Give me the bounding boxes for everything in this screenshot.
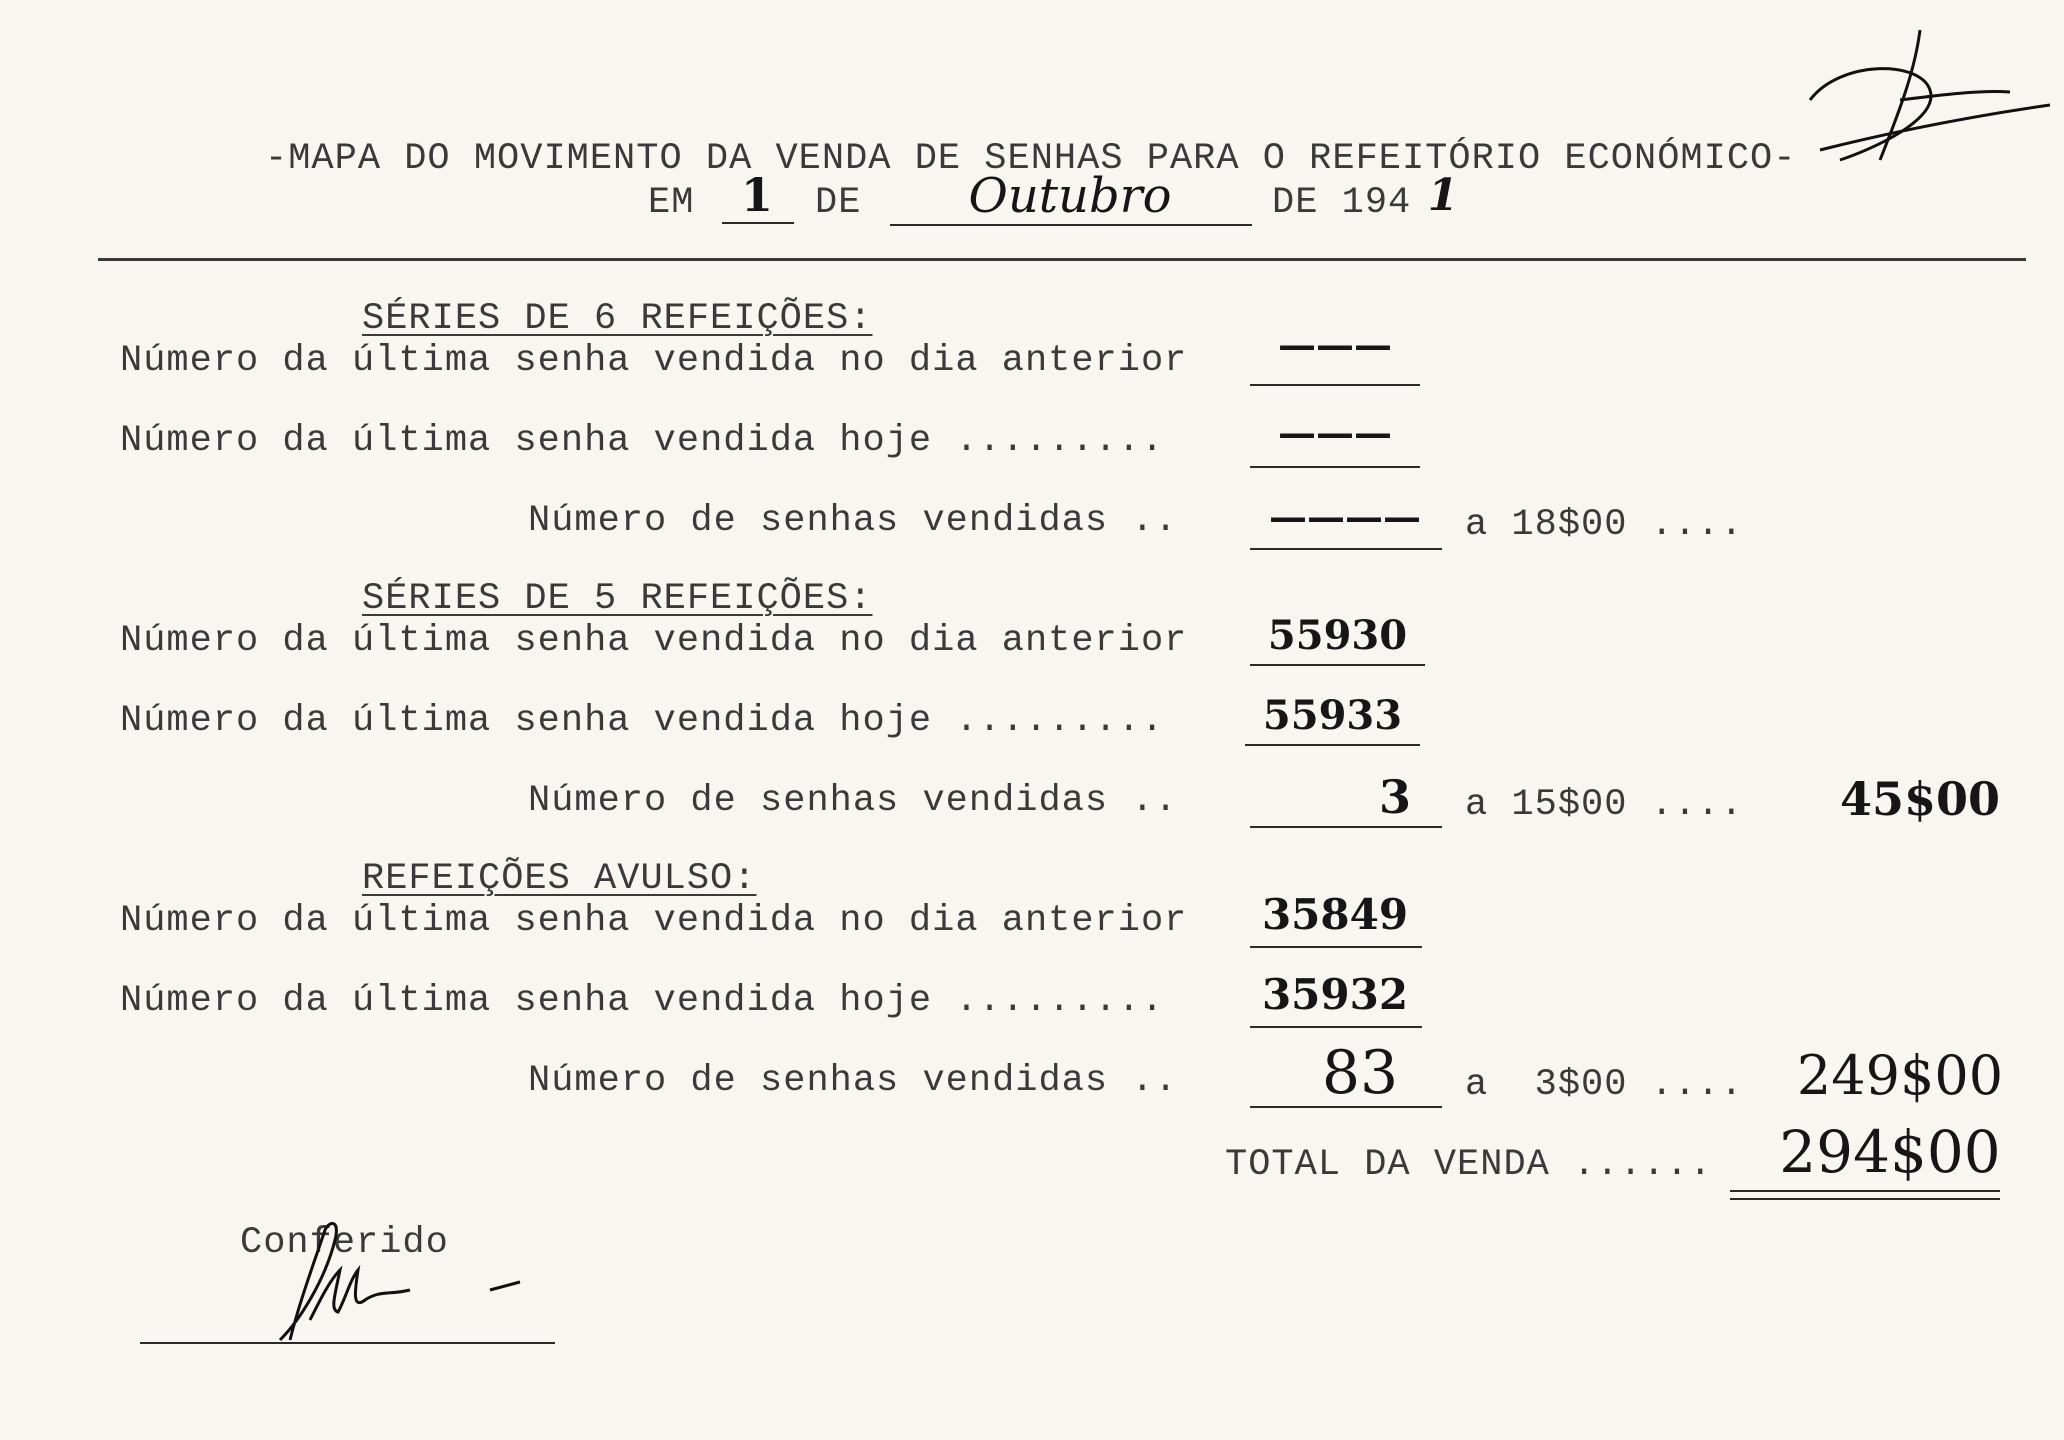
series5-today-value: 55933 xyxy=(1262,692,1403,739)
document-title: -MAPA DO MOVIMENTO DA VENDA DE SENHAS PARA O REFEITÓRIO ECONÓMICO- xyxy=(265,138,1797,180)
section-title-series-5: SÉRIES DE 5 REFEIÇÕES: xyxy=(362,578,873,620)
date-day: 1 xyxy=(740,168,773,222)
date-de-label: DE xyxy=(815,182,862,224)
signature-graphic xyxy=(230,1200,550,1360)
avulso-price-label: a 3$00 .... xyxy=(1465,1064,1744,1106)
series5-today-underline xyxy=(1245,744,1420,746)
series5-sold-underline xyxy=(1250,826,1442,828)
total-label: TOTAL DA VENDA ...... xyxy=(1225,1144,1713,1186)
conferido-label: Conferido xyxy=(240,1222,449,1264)
series5-prev-label: Número da última senha vendida no dia anterior xyxy=(120,620,1188,662)
series6-prev-value: ——— xyxy=(1278,322,1392,367)
total-underline-top xyxy=(1730,1190,2000,1192)
date-month-underline xyxy=(890,224,1252,226)
total-value: 294$00 xyxy=(1779,1118,2001,1186)
series6-prev-underline xyxy=(1250,384,1420,386)
series5-prev-value: 55930 xyxy=(1267,612,1408,659)
series5-sold-label: Número de senhas vendidas .. xyxy=(528,780,1178,822)
series6-sold-label: Número de senhas vendidas .. xyxy=(528,500,1178,542)
header-rule xyxy=(98,258,2026,261)
series5-prev-underline xyxy=(1250,664,1425,666)
section-title-series-6: SÉRIES DE 6 REFEIÇÕES: xyxy=(362,298,873,340)
avulso-today-underline xyxy=(1250,1026,1422,1028)
avulso-sold-label: Número de senhas vendidas .. xyxy=(528,1060,1178,1102)
date-prefix: EM xyxy=(648,182,695,224)
avulso-sold-underline xyxy=(1250,1106,1442,1108)
section-title-avulso: REFEIÇÕES AVULSO: xyxy=(362,858,757,900)
avulso-prev-underline xyxy=(1250,946,1422,948)
avulso-amount: 249$00 xyxy=(1796,1044,2004,1107)
series6-sold-value: ———— xyxy=(1269,494,1421,539)
series5-sold-value: 3 xyxy=(1378,770,1411,824)
series6-prev-label: Número da última senha vendida no dia anterior xyxy=(120,340,1188,382)
avulso-today-value: 35932 xyxy=(1261,970,1409,1019)
avulso-prev-value: 35849 xyxy=(1261,890,1409,939)
series6-price-label: a 18$00 .... xyxy=(1465,504,1744,546)
avulso-prev-label: Número da última senha vendida no dia anterior xyxy=(120,900,1188,942)
series6-today-underline xyxy=(1250,466,1420,468)
total-underline-bottom xyxy=(1730,1198,2000,1200)
series5-today-label: Número da última senha vendida hoje ......... xyxy=(120,700,1165,742)
series5-price-label: a 15$00 .... xyxy=(1465,784,1744,826)
date-month: Outubro xyxy=(968,168,1172,224)
series5-amount: 45$00 xyxy=(1839,772,2001,826)
date-year-prefix: DE 194 xyxy=(1272,182,1412,224)
initials-graphic xyxy=(1780,20,2060,190)
series6-today-label: Número da última senha vendida hoje ......... xyxy=(120,420,1165,462)
avulso-today-label: Número da última senha vendida hoje ......... xyxy=(120,980,1165,1022)
series6-sold-underline xyxy=(1250,548,1442,550)
date-year-digit: 1 xyxy=(1427,170,1459,221)
date-day-underline xyxy=(722,222,794,224)
avulso-sold-value: 83 xyxy=(1321,1038,1399,1108)
series6-today-value: ——— xyxy=(1278,410,1392,455)
